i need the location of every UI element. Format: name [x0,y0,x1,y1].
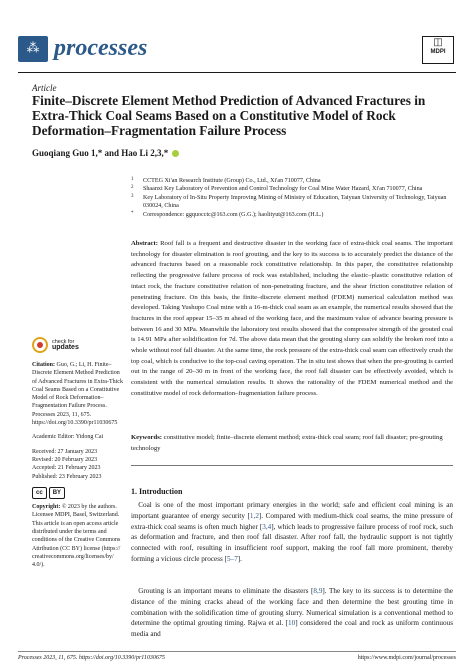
citation-link[interactable]: 10 [288,619,296,628]
cc-license-badge[interactable] [32,487,124,499]
cc-icon: cc [32,487,47,499]
copyright: Copyright: © 2023 by the authors. Licensee MDPI, Basel, Switzerland. This article is an open access article distributed under the terms and conditions of the Creative Commons Attribution (CC BY) license (https:// creativecommons.org/licenses/by/ 4.0/). [32,504,121,569]
publisher-logo-icon: ◫ [433,37,443,48]
affiliation-1: 1 CCTEG Xi'an Research Institute (Group) Co., Ltd., Xi'an 710077, China [131,177,321,184]
published-date: Published: 23 February 2023 [32,473,102,480]
updates-label-bottom: updates [52,344,79,351]
citation-link[interactable]: 3,4 [262,522,272,531]
abstract-text: Roof fall is a frequent and destructive disaster in the working face of extra-thick coal seams. The important technology for disaster elimination is roof grouting, and the key to its success is to accurately predict the distance of the advanced fractures based on a reasonable rock constitutive relationship. In this paper, the constitutive relationship reflecting the progressive failure process of rock was established, including the elastic–plastic constitutive relation of intact rock, the fracture constitutive relation of non-penetrating fracture, and the shear friction constitutive relation of penetrating fracture. On this basis, the finite–discrete element method (FDEM) numerical calculation method was developed. Taking Yushupo Coal mine with a 16-m-thick coal seam as an example, the numerical results showed that the fractures in the roof appear 15–35 m ahead of the working face, and the maximum value of advance bearing pressure is between 16 and 30 MPa. Meanwhile the laboratory test results showed that the compressive strength of the grouted coal is 14.91 MPa after solidification for 7d. The above data mean that the grouting slurry can solidify the broken roof into a whole without roof fall disaster. At the same time, the rock pressure of the extra-thick coal seam can effectively crush the top coal, which is conducive to the top-coal caving operation. The in situ test shows that when the pre-grouting is carried out in the range of 20–30 m in front of the working face, the roof fall disaster can be effectively avoided, which is consistent with the numerical simulation results. It shows the rationality of the FDEM numerical method and the constitutive model of rock deformation–fragmentation failure process. [131,240,453,397]
revised-date: Revised: 20 February 2023 [32,456,98,463]
accepted-date: Accepted: 21 February 2023 [32,465,101,472]
publisher-name: MDPI [430,49,446,55]
journal-logo-icon: ⁂ [26,41,40,56]
citation-link[interactable]: 8,9 [313,587,323,595]
citation-link[interactable]: 5–7 [227,554,238,563]
publisher-logo[interactable] [422,36,454,64]
orcid-icon[interactable] [172,150,179,157]
keywords [131,433,453,454]
authors-text: Guoqiang Guo 1,* and Hao Li 2,3,* [32,148,169,158]
citation: Citation: Guo, G.; Li, H. Finite–Discrete Element Method Prediction of Advanced Fractures in Extra-Thick Coal Seams Based on a Constitutive Model of Rock Deformation–Fragmentation Failure Process. Processes 2023, 11, 675. https://doi.org/10.3390/pr11030675 [32,362,123,427]
affiliation-2: 2 Shaanxi Key Laboratory of Prevention and Control Technology for Coal Mine Water Hazard, Xi'an 710077, China [131,185,423,193]
updates-label-top: check for [52,338,75,345]
article-metadata-sidebar [32,337,124,570]
affiliation-3: 3 Key Laboratory of In-Situ Property Improving Mining of Ministry of Education, Taiyuan University of Technology, Taiyuan 030024, China [131,193,447,210]
article-type: Article [32,83,57,93]
correspondence: * Correspondence: ggquocctc@163.com (G.G.); haolityut@163.com (H.L.) [131,210,324,218]
journal-name[interactable]: processes [54,35,148,61]
abstract-label: Abstract: [131,240,158,247]
footer-citation[interactable]: Processes 2023, 11, 675. https://doi.org/10.3390/pr11030675 [18,655,165,661]
author-list [32,148,179,158]
check-for-updates-button[interactable] [32,337,124,353]
section-heading: 1. Introduction [131,487,183,496]
affiliations [131,177,451,219]
keywords-text: constitutive model; finite–discrete element method; extra-thick coal seam; roof fall disaster; pre-grouting technology [131,434,443,452]
updates-icon [32,337,48,353]
keywords-label: Keywords: [131,434,162,441]
paper-title: Finite–Discrete Element Method Prediction of Advanced Fractures in Extra-Thick Coal Seams Based on a Constitutive Model of Rock Deformation–Fragmentation Failure Process [32,93,426,138]
paragraph-2: Grouting is an important means to eliminate the disasters [8,9]. The key to its success is to determine the distance of the mining cracks ahead of the working face and then determine the best grouting time in combination with the solidification time of grouting slurry. Numerical simulation is a conventional method to determine the optimal grouting timing. Rajwa et al. [10] considered the coal and rock as uniform continuous media and [131,587,453,639]
journal-header [0,0,474,78]
by-icon: BY [49,487,65,499]
abstract [131,239,453,400]
academic-editor: Academic Editor: Yidong Cai [32,434,104,441]
page-footer [18,651,456,661]
abstract-divider [131,465,453,466]
received-date: Received: 27 January 2023 [32,448,98,455]
paragraph-1: Coal is one of the most important primary energies in the world; safe and efficient coal mining is an important guarantee of energy security [1,2]. Compared with medium-thick coal seams, the mine pressure of extra-thick coal seams is often much higher [3,4], which leads to progressive failure process of roof rock, such as deformation and fracture, and then roof fall disaster. After roof fall, the hydraulic support is not tightly connected with roof, resulting in insufficient roof support, making the roof fall more prominent, thereby forming a vicious circle process [5–7]. [131,501,454,563]
citation-link[interactable]: 1,2 [249,511,259,520]
header-rule [18,72,456,73]
journal-logo [18,36,48,62]
footer-journal-url[interactable]: https://www.mdpi.com/journal/processes [357,655,456,661]
